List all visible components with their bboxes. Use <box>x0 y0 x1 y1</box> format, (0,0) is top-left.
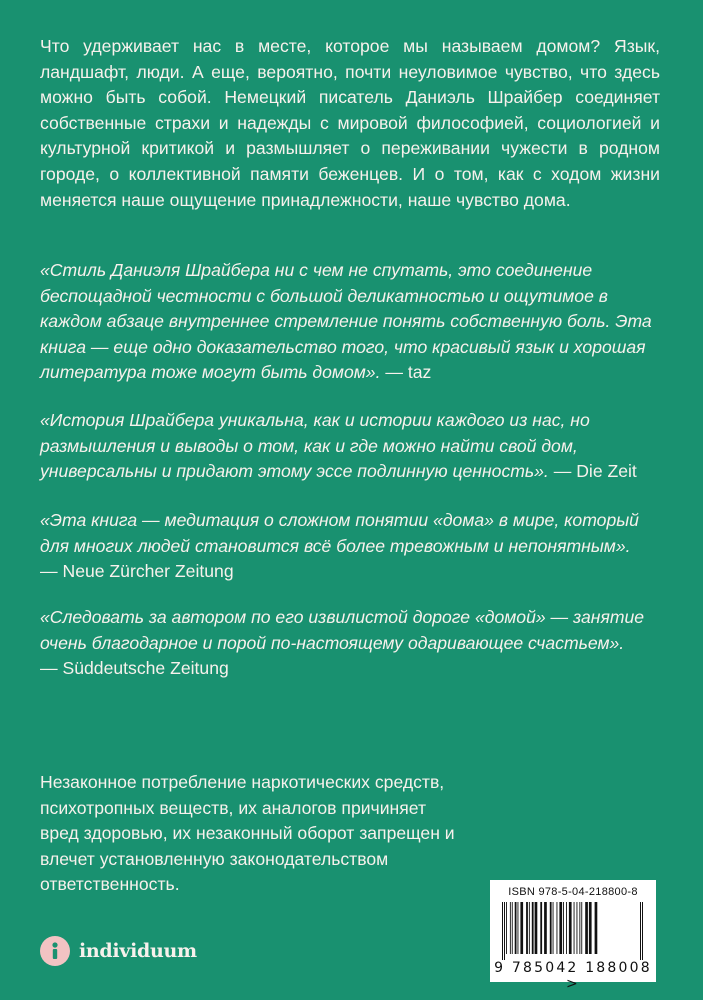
barcode-bar <box>581 902 582 954</box>
quote-text: «Следовать за автором по его извилистой дороге «домой» — занятие очень благодарное и порой по-настоящему одаривающее счастьем». <box>40 607 645 653</box>
quote-source: — Neue Zürcher Zeitung <box>40 561 234 582</box>
barcode-bar <box>595 902 598 954</box>
quote-text: «Эта книга — медитация о сложном понятии «дома» в мире, который для многих людей становится всё более тревожным и непонятным». <box>40 510 639 556</box>
barcode-bar <box>540 902 542 954</box>
barcode-bar <box>526 902 528 954</box>
barcode-bar <box>642 902 643 960</box>
review-quote-nzz <box>40 508 660 585</box>
quote-source: — taz <box>380 362 432 383</box>
barcode-bar <box>559 902 562 954</box>
barcode-bar <box>550 902 552 954</box>
barcode-bar <box>510 902 511 954</box>
barcode-bar <box>502 902 503 960</box>
legal-warning: Незаконное потребление наркотических средств, психотропных веществ, их аналогов причиняет вред здоровью, их незаконный оборот запрещен и влечет установленную законодательством ответственность. <box>40 772 455 895</box>
barcode-bar <box>512 902 513 954</box>
barcode-bar <box>532 902 534 954</box>
barcode-bar <box>563 902 564 954</box>
quote-text: «Стиль Даниэля Шрайбера ни с чем не спутать, это соединение беспощадной честности с большой деликатностью и ощутимое в каждом абзаце внутреннее стремление понять собственную боль. Эта книга — еще одно доказательство того, что красивый язык и хорошая литература тоже могут быть домом». <box>40 260 652 383</box>
barcode-bar <box>585 902 588 954</box>
publisher-name: individuum <box>79 940 197 962</box>
review-quote-taz <box>40 258 660 386</box>
barcode-bars <box>498 902 648 960</box>
barcode-bar <box>535 902 538 954</box>
barcode-bar <box>574 902 575 954</box>
barcode-bar <box>544 902 547 954</box>
quote-source: — Die Zeit <box>548 461 637 482</box>
barcode-bar <box>577 902 578 954</box>
barcode-bar <box>515 902 517 954</box>
barcode-bar <box>589 902 592 954</box>
barcode-bar <box>506 902 507 954</box>
barcode-bar <box>566 902 567 954</box>
barcode-bar <box>504 902 505 960</box>
review-quote-die-zeit <box>40 408 660 485</box>
barcode-bar <box>529 902 530 954</box>
publisher-logo-icon <box>40 936 70 966</box>
publisher-logo <box>40 935 197 967</box>
isbn-barcode <box>490 880 656 992</box>
isbn-label: ISBN 978-5-04-218800-8 <box>508 886 638 898</box>
barcode-bar <box>640 902 641 960</box>
barcode-bar <box>579 902 580 954</box>
ean-digits: 9 785042 188008 > <box>494 960 652 992</box>
quote-source: — Süddeutsche Zeitung <box>40 658 229 679</box>
barcode-bar <box>520 902 523 954</box>
book-description: Что удерживает нас в месте, которое мы называем домом? Язык, ландшафт, люди. А еще, вероятно, почти неуловимое чувство, что здесь можно быть собой. Немецкий писатель Даниэль Шрайбер соединяет собственные страхи и надежды с мировой философией, социологией и культурной критикой и размышляет о переживании чужести в родном городе, о коллективной памяти беженцев. И о том, как с ходом жизни меняется наше ощущение принадлежности, наше чувство дома. <box>40 36 660 210</box>
barcode-bar <box>518 902 519 954</box>
barcode-bar <box>569 902 572 954</box>
barcode-bar <box>553 902 554 954</box>
quote-text: «История Шрайбера уникальна, как и истории каждого из нас, но размышления и выводы о том, как и где можно найти свой дом, универсальны и придают этому эссе подлинную ценность». <box>40 410 590 482</box>
review-quote-sz <box>40 605 660 682</box>
barcode-bar <box>557 902 558 954</box>
